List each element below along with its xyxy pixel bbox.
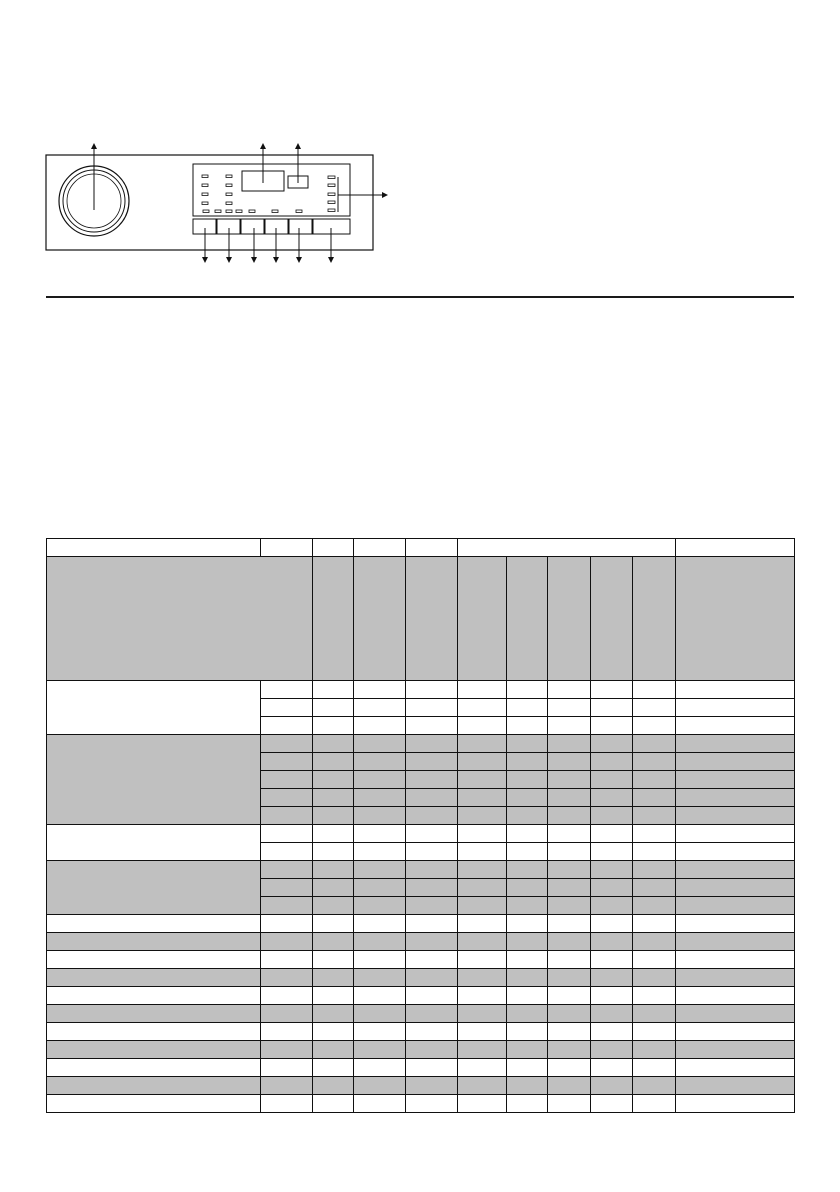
program-name-cell (47, 825, 261, 861)
subheader-cell (676, 557, 795, 681)
table-cell (676, 987, 795, 1005)
table-cell (548, 861, 591, 879)
table-cell (676, 753, 795, 771)
table-cell (548, 699, 591, 717)
section-divider (46, 296, 794, 298)
table-cell (591, 771, 633, 789)
table-cell (458, 879, 507, 897)
table-cell (548, 987, 591, 1005)
table-cell (507, 933, 548, 951)
table-cell (548, 735, 591, 753)
table-cell (354, 879, 406, 897)
table-cell (676, 717, 795, 735)
table-cell (676, 699, 795, 717)
display-area-outline (193, 164, 350, 216)
table-cell (261, 1059, 313, 1077)
table-cell (458, 789, 507, 807)
table-cell (633, 807, 676, 825)
table-cell (676, 771, 795, 789)
table-row (47, 681, 795, 699)
table-cell (313, 969, 354, 987)
table-row (47, 1077, 795, 1095)
table-cell (507, 717, 548, 735)
header-cell (676, 539, 795, 557)
table-cell (313, 1005, 354, 1023)
table-cell (313, 717, 354, 735)
table-cell (591, 1005, 633, 1023)
table-cell (313, 699, 354, 717)
table-cell (507, 681, 548, 699)
subheader-cell (313, 557, 354, 681)
table-cell (458, 1095, 507, 1113)
subheader-cell (507, 557, 548, 681)
table-cell (591, 933, 633, 951)
program-name-cell (47, 969, 261, 987)
table-cell (313, 933, 354, 951)
table-cell (406, 969, 458, 987)
table-cell (676, 933, 795, 951)
table-cell (406, 753, 458, 771)
program-name-cell (47, 1095, 261, 1113)
table-cell (406, 1095, 458, 1113)
table-cell (313, 1095, 354, 1113)
table-cell (354, 1059, 406, 1077)
table-cell (458, 681, 507, 699)
left-indicator-leds (202, 175, 232, 205)
table-cell (633, 951, 676, 969)
table-cell (548, 933, 591, 951)
table-cell (591, 1023, 633, 1041)
table-cell (313, 897, 354, 915)
subheader-cell (354, 557, 406, 681)
table-cell (591, 843, 633, 861)
table-cell (406, 1023, 458, 1041)
table-cell (458, 825, 507, 843)
table-row (47, 915, 795, 933)
table-cell (676, 897, 795, 915)
table-cell (591, 753, 633, 771)
table-cell (676, 1059, 795, 1077)
table-cell (406, 915, 458, 933)
program-name-cell (47, 1005, 261, 1023)
table-cell (633, 879, 676, 897)
subheader-cell (633, 557, 676, 681)
table-cell (591, 699, 633, 717)
table-cell (458, 951, 507, 969)
table-cell (548, 915, 591, 933)
table-cell (406, 933, 458, 951)
table-row (47, 735, 795, 753)
table-cell (406, 717, 458, 735)
table-cell (313, 681, 354, 699)
table-cell (633, 933, 676, 951)
table-cell (313, 861, 354, 879)
table-cell (633, 915, 676, 933)
table-cell (676, 915, 795, 933)
header-cell (354, 539, 406, 557)
table-cell (507, 915, 548, 933)
program-name-cell (47, 735, 261, 825)
table-cell (548, 1041, 591, 1059)
table-cell (313, 879, 354, 897)
table-cell (354, 1041, 406, 1059)
table-cell (548, 1023, 591, 1041)
table-cell (261, 717, 313, 735)
table-cell (313, 753, 354, 771)
table-cell (507, 789, 548, 807)
table-cell (313, 825, 354, 843)
table-cell (354, 789, 406, 807)
table-row (47, 861, 795, 879)
table-cell (406, 897, 458, 915)
table-cell (676, 1041, 795, 1059)
table-cell (548, 969, 591, 987)
program-name-cell (47, 1023, 261, 1041)
table-cell (507, 771, 548, 789)
program-table (46, 538, 795, 1113)
table-cell (261, 771, 313, 789)
table-cell (261, 915, 313, 933)
table-cell (633, 789, 676, 807)
program-name-cell (47, 681, 261, 735)
table-cell (676, 951, 795, 969)
table-cell (507, 1059, 548, 1077)
table-cell (633, 735, 676, 753)
program-name-cell (47, 987, 261, 1005)
table-cell (458, 1059, 507, 1077)
table-cell (676, 969, 795, 987)
program-name-cell (47, 1059, 261, 1077)
table-cell (354, 897, 406, 915)
table-cell (261, 879, 313, 897)
table-cell (313, 987, 354, 1005)
table-cell (354, 699, 406, 717)
table-cell (261, 1005, 313, 1023)
table-cell (633, 1005, 676, 1023)
table-cell (406, 825, 458, 843)
table-cell (354, 735, 406, 753)
table-cell (507, 897, 548, 915)
table-cell (591, 987, 633, 1005)
button-indicator-leds (203, 210, 302, 213)
table-cell (458, 771, 507, 789)
table-cell (507, 825, 548, 843)
table-cell (633, 987, 676, 1005)
right-indicator-leds (328, 176, 335, 212)
table-cell (458, 735, 507, 753)
table-cell (261, 753, 313, 771)
table-cell (313, 951, 354, 969)
table-cell (633, 825, 676, 843)
header-cell (47, 539, 261, 557)
table-cell (507, 987, 548, 1005)
panel-buttons (193, 219, 350, 234)
header-cell (313, 539, 354, 557)
table-cell (406, 879, 458, 897)
table-cell (548, 1005, 591, 1023)
table-cell (548, 807, 591, 825)
table-cell (633, 1059, 676, 1077)
table-cell (633, 897, 676, 915)
table-cell (458, 897, 507, 915)
table-row (47, 933, 795, 951)
program-name-cell (47, 1041, 261, 1059)
subheader-cell (458, 557, 507, 681)
table-cell (676, 843, 795, 861)
table-cell (676, 861, 795, 879)
table-cell (548, 717, 591, 735)
table-cell (261, 969, 313, 987)
program-name-cell (47, 933, 261, 951)
table-cell (633, 1041, 676, 1059)
table-cell (548, 897, 591, 915)
header-cell (261, 539, 313, 557)
table-cell (591, 969, 633, 987)
table-cell (354, 1005, 406, 1023)
table-cell (406, 1077, 458, 1095)
table-cell (507, 1041, 548, 1059)
table-cell (406, 789, 458, 807)
table-cell (548, 843, 591, 861)
table-cell (458, 1041, 507, 1059)
table-cell (313, 1023, 354, 1041)
table-cell (548, 825, 591, 843)
table-cell (406, 1059, 458, 1077)
table-cell (406, 1041, 458, 1059)
table-cell (591, 1077, 633, 1095)
table-cell (406, 951, 458, 969)
table-cell (676, 807, 795, 825)
table-cell (354, 843, 406, 861)
table-cell (591, 951, 633, 969)
program-name-cell (47, 915, 261, 933)
table-cell (633, 771, 676, 789)
table-cell (507, 699, 548, 717)
table-cell (313, 915, 354, 933)
table-cell (354, 933, 406, 951)
table-cell (507, 843, 548, 861)
table-cell (591, 915, 633, 933)
table-cell (313, 771, 354, 789)
table-cell (676, 681, 795, 699)
table-cell (633, 753, 676, 771)
subheader-cell (591, 557, 633, 681)
table-cell (633, 843, 676, 861)
table-cell (261, 789, 313, 807)
table-cell (458, 969, 507, 987)
table-cell (591, 1041, 633, 1059)
table-cell (548, 771, 591, 789)
subheader-cell (406, 557, 458, 681)
table-cell (633, 1023, 676, 1041)
table-cell (354, 717, 406, 735)
table-cell (507, 807, 548, 825)
table-cell (676, 1005, 795, 1023)
table-cell (591, 735, 633, 753)
table-cell (354, 807, 406, 825)
table-cell (406, 807, 458, 825)
table-cell (354, 951, 406, 969)
table-cell (458, 933, 507, 951)
table-cell (354, 681, 406, 699)
table-cell (313, 807, 354, 825)
table-cell (548, 681, 591, 699)
table-cell (354, 861, 406, 879)
table-cell (261, 1023, 313, 1041)
table-row (47, 1095, 795, 1113)
table-cell (507, 951, 548, 969)
table-cell (406, 735, 458, 753)
table-cell (261, 897, 313, 915)
table-cell (507, 861, 548, 879)
table-cell (261, 1077, 313, 1095)
table-cell (261, 987, 313, 1005)
table-cell (261, 1041, 313, 1059)
table-cell (591, 789, 633, 807)
program-name-cell (47, 951, 261, 969)
table-cell (676, 1023, 795, 1041)
table-cell (548, 753, 591, 771)
table-cell (507, 753, 548, 771)
table-cell (458, 987, 507, 1005)
table-cell (591, 897, 633, 915)
table-cell (354, 1077, 406, 1095)
header-cell (406, 539, 458, 557)
table-cell (406, 771, 458, 789)
table-row (47, 987, 795, 1005)
table-cell (548, 1059, 591, 1077)
table-cell (676, 1077, 795, 1095)
table-cell (458, 843, 507, 861)
table-cell (591, 825, 633, 843)
header-cell (458, 539, 676, 557)
table-cell (354, 1095, 406, 1113)
table-cell (633, 1077, 676, 1095)
table-cell (548, 789, 591, 807)
table-cell (354, 771, 406, 789)
table-cell (354, 969, 406, 987)
table-cell (458, 915, 507, 933)
table-cell (406, 861, 458, 879)
table-cell (261, 861, 313, 879)
table-cell (591, 1059, 633, 1077)
table-cell (406, 699, 458, 717)
table-cell (633, 861, 676, 879)
table-cell (354, 753, 406, 771)
table-cell (591, 681, 633, 699)
table-cell (633, 681, 676, 699)
table-cell (548, 951, 591, 969)
table-header-row (47, 539, 795, 557)
table-cell (507, 1077, 548, 1095)
table-cell (633, 1095, 676, 1113)
table-row (47, 825, 795, 843)
table-cell (261, 735, 313, 753)
table-cell (676, 879, 795, 897)
table-cell (313, 735, 354, 753)
table-cell (507, 1095, 548, 1113)
table-cell (261, 1095, 313, 1113)
table-cell (507, 879, 548, 897)
table-cell (313, 789, 354, 807)
table-cell (354, 987, 406, 1005)
table-cell (507, 735, 548, 753)
table-cell (591, 1095, 633, 1113)
table-row (47, 1041, 795, 1059)
table-cell (406, 681, 458, 699)
table-cell (261, 933, 313, 951)
table-cell (261, 825, 313, 843)
table-cell (458, 717, 507, 735)
table-cell (313, 1077, 354, 1095)
table-cell (633, 969, 676, 987)
table-cell (458, 1077, 507, 1095)
table-cell (261, 843, 313, 861)
table-cell (676, 735, 795, 753)
table-cell (591, 807, 633, 825)
table-cell (458, 1023, 507, 1041)
table-row (47, 1023, 795, 1041)
table-cell (354, 825, 406, 843)
table-cell (313, 1041, 354, 1059)
table-cell (591, 861, 633, 879)
subheader-cell (548, 557, 591, 681)
table-row (47, 1005, 795, 1023)
table-cell (458, 1005, 507, 1023)
control-panel-diagram (0, 0, 840, 300)
table-cell (458, 807, 507, 825)
table-cell (354, 1023, 406, 1041)
table-cell (261, 951, 313, 969)
table-cell (406, 1005, 458, 1023)
table-row (47, 969, 795, 987)
table-cell (458, 861, 507, 879)
table-cell (354, 915, 406, 933)
table-subheader-row (47, 557, 795, 681)
program-name-cell (47, 1077, 261, 1095)
table-row (47, 951, 795, 969)
table-cell (548, 1077, 591, 1095)
table-cell (507, 969, 548, 987)
table-cell (548, 879, 591, 897)
program-name-cell (47, 861, 261, 915)
subheader-cell (47, 557, 313, 681)
table-cell (591, 879, 633, 897)
callout-arrows-top (94, 146, 385, 212)
table-cell (313, 1059, 354, 1077)
table-cell (406, 987, 458, 1005)
table-cell (458, 753, 507, 771)
table-cell (548, 1095, 591, 1113)
table-cell (507, 1023, 548, 1041)
table-cell (676, 1095, 795, 1113)
table-cell (261, 807, 313, 825)
table-row (47, 1059, 795, 1077)
table-cell (633, 699, 676, 717)
table-cell (406, 843, 458, 861)
table-cell (458, 699, 507, 717)
table-cell (313, 843, 354, 861)
table-cell (261, 699, 313, 717)
table-cell (507, 1005, 548, 1023)
table-cell (633, 717, 676, 735)
table-cell (261, 681, 313, 699)
table-cell (591, 717, 633, 735)
table-cell (676, 825, 795, 843)
table-cell (676, 789, 795, 807)
